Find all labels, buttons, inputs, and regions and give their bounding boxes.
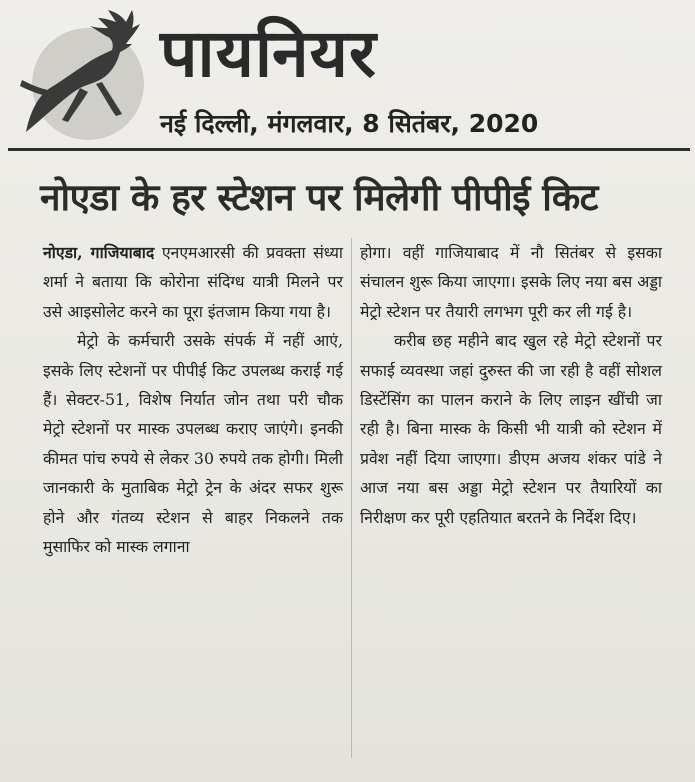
masthead — [0, 0, 695, 150]
paragraph-3: होगा। वहीं गाजियाबाद में नौ सितंबर से इसका संचालन शुरू किया जाएगा। इसके लिए नया बस अड्डा मेट्रो स्टेशन पर तैयारी लगभग पूरी कर ली गई है। — [360, 243, 662, 321]
column-divider — [351, 238, 352, 758]
paragraph-4: करीब छह महीने बाद खुल रहे मेट्रो स्टेशनों पर सफाई व्यवस्था जहां दुरुस्त की जा रही है वहीं सोशल डिस्टेंसिंग का पालन कराने के लिए लाइन खींची जा रही है। बिना मास्क के किसी भी यात्री को स्टेशन में प्रवेश नहीं दिया जाएगा। डीएम अजय शंकर पांडे ने आज नया बस अड्डा मेट्रो स्टेशन पर तैयारियों का निरीक्षण कर पूरी एहतियात बरतने के निर्देश दिए। — [360, 331, 662, 527]
paragraph-1-text: एनएमआरसी की प्रवक्ता संध्या शर्मा ने बताया कि कोरोना संदिग्ध यात्री मिलने पर उसे आइसोलेट करने का पूरा इंतजाम किया गया है। — [43, 243, 343, 321]
lead-place: नोएडा, गाजियाबाद — [43, 243, 155, 262]
article-column-left — [43, 238, 343, 561]
paragraph-1 — [43, 238, 343, 326]
headline: नोएडा के हर स्टेशन पर मिलेगी पीपीई किट — [40, 176, 598, 219]
newspaper-name: पायनियर — [160, 15, 377, 92]
paragraph-2: मेट्रो के कर्मचारी उसके संपर्क में नहीं आएं, इसके लिए स्टेशनों पर पीपीई किट उपलब्ध कराई गई हैं। सेक्टर-51, विशेष निर्यात जोन तथा परी चौक मेट्रो स्टेशनों पर मास्क उपलब्ध कराए जाएंगे। इनकी कीमत पांच रुपये से लेकर 30 रुपये तक होगी। मिली जानकारी के मुताबिक मेट्रो ट्रेन के अंदर सफर शुरू होने और गंतव्य स्टेशन से बाहर निकलने तक मुसाफिर को मास्क लगाना — [43, 331, 343, 557]
article-column-right — [360, 238, 662, 532]
leaping-deer-icon — [8, 4, 158, 144]
dateline: नई दिल्ली, मंगलवार, 8 सितंबर, 2020 — [160, 109, 539, 138]
masthead-rule — [8, 148, 690, 151]
